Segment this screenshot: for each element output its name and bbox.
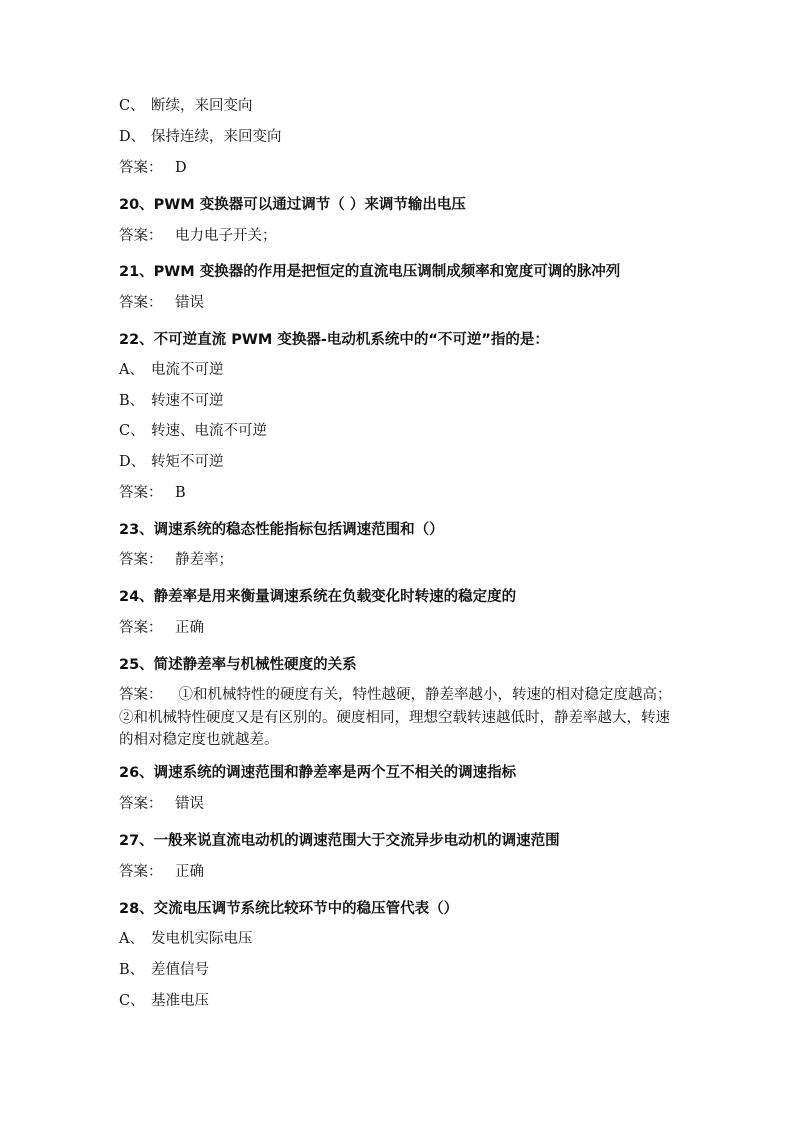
option-text: 保持连续，来回变向 bbox=[151, 129, 282, 145]
question-21: 21、PWM 变换器的作用是把恒定的直流电压调制成频率和宽度可调的脉冲列 bbox=[119, 264, 621, 280]
option-key: B、 bbox=[119, 962, 145, 978]
answer-24 bbox=[119, 617, 204, 639]
option-key: C、 bbox=[119, 423, 145, 439]
option-a bbox=[119, 359, 224, 381]
answer-key: 答案： bbox=[119, 687, 163, 703]
question-27: 27、一般来说直流电动机的调速范围大于交流异步电动机的调速范围 bbox=[119, 833, 560, 849]
answer-22 bbox=[119, 482, 186, 504]
answer-text: ①和机械特性的硬度有关，特性越硬，静差率越小，转速的相对稳定度越高；②和机械特性硬度又是有区别的。硬度相同，理想空载转速越低时，静差率越大，转速的相对稳定度也就越差。 bbox=[119, 687, 672, 748]
answer-21 bbox=[119, 292, 204, 314]
answer-key: 答案： bbox=[119, 552, 163, 568]
answer-key: 答案： bbox=[119, 620, 163, 636]
option-text: 转矩不可逆 bbox=[151, 454, 224, 470]
question-23: 23、调速系统的稳态性能指标包括调速范围和（） bbox=[119, 522, 444, 538]
answer-text: B bbox=[175, 485, 186, 501]
answer-text: 静差率； bbox=[175, 552, 233, 568]
option-text: 差值信号 bbox=[151, 962, 209, 978]
option-d bbox=[119, 126, 282, 148]
question-24: 24、静差率是用来衡量调速系统在负载变化时转速的稳定度的 bbox=[119, 589, 517, 605]
option-key: D、 bbox=[119, 454, 146, 470]
answer-23 bbox=[119, 549, 233, 571]
answer-key: 答案： bbox=[119, 485, 163, 501]
answer-key: 答案： bbox=[119, 228, 163, 244]
option-text: 电流不可逆 bbox=[151, 362, 224, 378]
answer-text: 错误 bbox=[175, 295, 204, 311]
answer-text: 正确 bbox=[175, 864, 204, 880]
option-b bbox=[119, 959, 209, 981]
answer-20 bbox=[119, 225, 277, 247]
option-key: C、 bbox=[119, 98, 145, 114]
answer-key: 答案： bbox=[119, 796, 163, 812]
option-a bbox=[119, 928, 253, 950]
answer-25 bbox=[119, 684, 679, 752]
answer-text: 错误 bbox=[175, 796, 204, 812]
question-20: 20、PWM 变换器可以通过调节（ ）来调节输出电压 bbox=[119, 197, 466, 213]
option-key: B、 bbox=[119, 393, 145, 409]
question-28: 28、交流电压调节系统比较环节中的稳压管代表（） bbox=[119, 901, 459, 917]
option-key: D、 bbox=[119, 129, 146, 145]
answer-text: 正确 bbox=[175, 620, 204, 636]
option-key: A、 bbox=[119, 931, 144, 947]
answer-text: 电力电子开关； bbox=[175, 228, 277, 244]
option-text: 基准电压 bbox=[151, 993, 209, 1009]
option-c bbox=[119, 420, 267, 442]
answer-26 bbox=[119, 793, 204, 815]
option-c bbox=[119, 990, 209, 1012]
option-text: 转速、电流不可逆 bbox=[151, 423, 267, 439]
answer-key: 答案： bbox=[119, 160, 163, 176]
option-b bbox=[119, 390, 224, 412]
option-key: A、 bbox=[119, 362, 144, 378]
option-d bbox=[119, 451, 224, 473]
question-22: 22、不可逆直流 PWM 变换器-电动机系统中的“不可逆”指的是： bbox=[119, 332, 549, 348]
answer-27 bbox=[119, 861, 204, 883]
option-text: 发电机实际电压 bbox=[151, 931, 253, 947]
question-25: 25、简述静差率与机械性硬度的关系 bbox=[119, 657, 357, 673]
answer-key: 答案： bbox=[119, 295, 163, 311]
option-text: 转速不可逆 bbox=[151, 393, 224, 409]
answer-text: D bbox=[175, 160, 187, 176]
answer-line bbox=[119, 157, 187, 179]
option-key: C、 bbox=[119, 993, 145, 1009]
answer-key: 答案： bbox=[119, 864, 163, 880]
question-26: 26、调速系统的调速范围和静差率是两个互不相关的调速指标 bbox=[119, 765, 517, 781]
option-c bbox=[119, 95, 253, 117]
option-text: 断续，来回变向 bbox=[151, 98, 253, 114]
